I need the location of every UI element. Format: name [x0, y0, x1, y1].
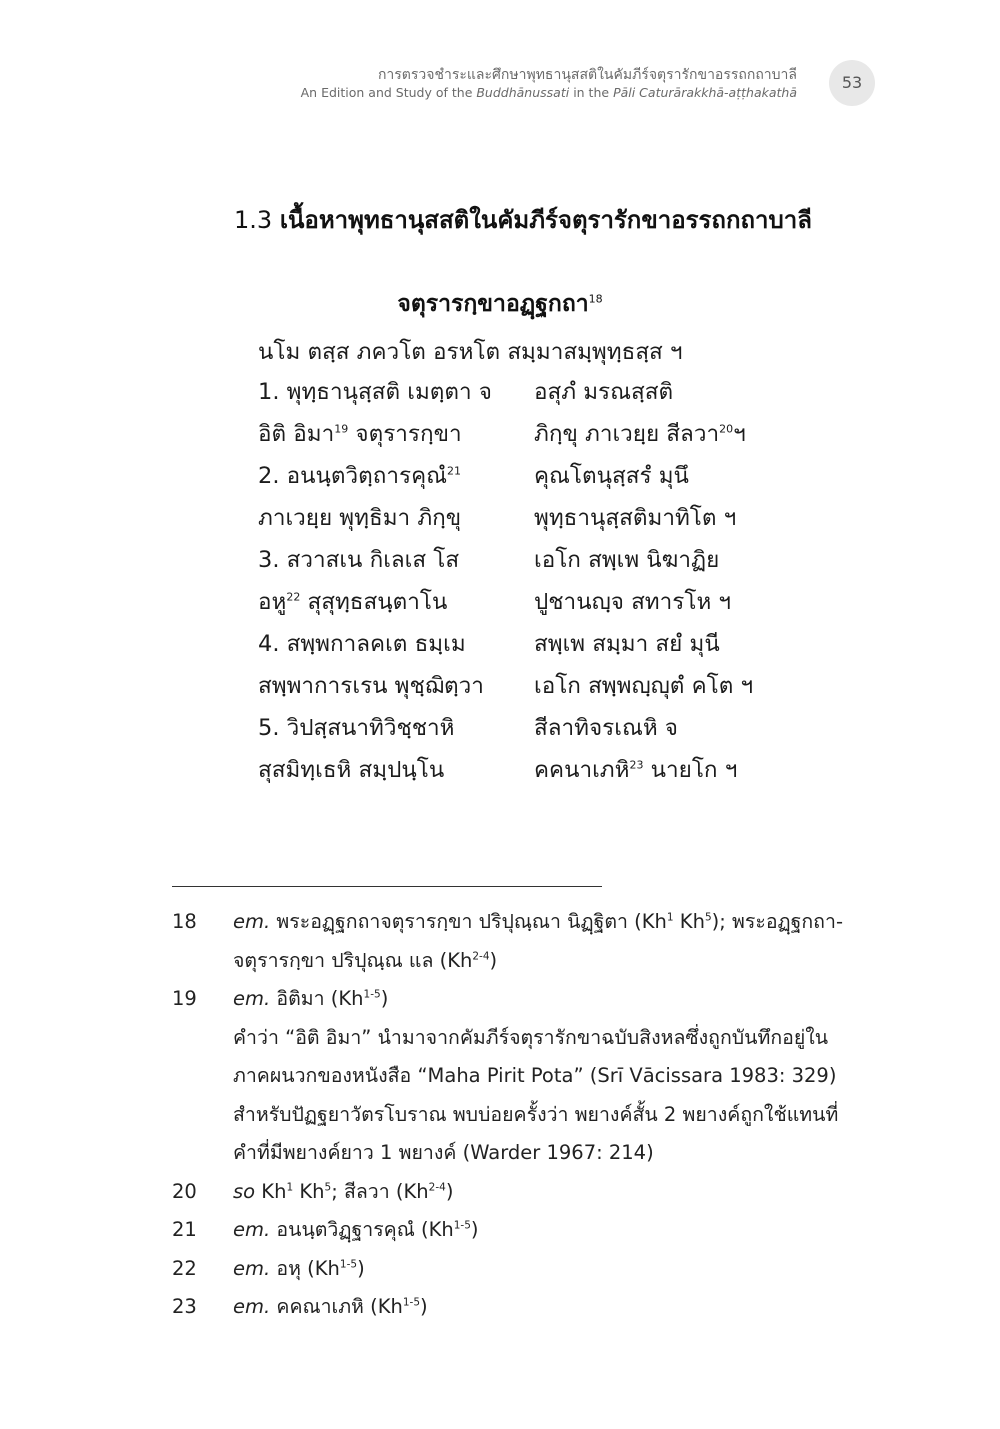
footnote-line: [233, 942, 872, 981]
verse-right: [534, 499, 736, 537]
verse-line: [258, 625, 898, 667]
page-number: 53: [829, 60, 875, 106]
footnote-text: ): [445, 1179, 454, 1203]
verse-left: [258, 373, 492, 411]
footnote-line: ภาคผนวกของหนังสือ “Maha Pirit Pota” (Srī Vācissara 1983: 329): [233, 1064, 837, 1087]
verse-right-text: เอโก สพฺเพ นิฆาฏิย: [534, 547, 720, 573]
manuscript-sup: 5: [324, 1181, 332, 1193]
verse-right: [534, 751, 737, 789]
footnote-text: อหุ (Kh: [270, 1256, 340, 1280]
verse-line: [258, 499, 898, 541]
running-head-en-italic-2: Pāli Caturārakkhā-aṭṭhakathā: [613, 85, 797, 100]
footnote-line: [233, 980, 872, 1019]
footnote-text: Kh: [293, 1179, 325, 1203]
verse-right: [534, 625, 720, 663]
running-head-en-mid: in the: [569, 85, 614, 100]
verse-right: [534, 373, 673, 411]
verse-right-text: คคนาเภหิ: [534, 757, 630, 783]
footnote-divider: [172, 886, 602, 887]
running-head-thai: การตรวจชำระและศึกษาพุทธานุสสติในคัมภีร์จตุรารักขาอรรถกถาบาลี: [377, 67, 797, 83]
verse-left: [258, 667, 484, 705]
footnote-emendation-mark: em.: [233, 1295, 271, 1318]
verse-left: [258, 709, 455, 747]
footnote-emendation-mark: em.: [233, 1256, 271, 1280]
footnote-19: [172, 980, 872, 1173]
running-head: [301, 66, 797, 101]
verse-left: [258, 751, 444, 789]
verse-line: [258, 373, 898, 415]
verse-right-text: เอโก สพฺพญฺญุตํ คโต ฯ: [534, 673, 754, 699]
verse-line: [258, 415, 898, 457]
verse-left-text: 3. สวาสเน กิเลเส โส: [258, 547, 460, 573]
footnote-text: พระอฏฺฐกถาจตุรารกฺขา ปริปุณฺณา นิฏฺฐิตา (Kh: [270, 910, 667, 933]
footnote-number: 22: [172, 1256, 197, 1280]
verse-line: [258, 541, 898, 583]
footnote-line: [233, 1250, 872, 1289]
footnote-text: จตุรารกฺขา ปริปุณฺณ แล (Kh: [233, 948, 473, 972]
verse-left-text: อิติ อิมา: [258, 421, 335, 447]
footnote-text: Kh: [673, 910, 705, 933]
verse-left: [258, 583, 447, 621]
footnote-18: [172, 903, 872, 980]
verse-line: [258, 667, 898, 709]
footnote-text: ): [380, 987, 389, 1010]
verse-right-text: สีลาทิจรเณหิ จ: [534, 715, 678, 741]
footnote-emendation-mark: em.: [233, 910, 271, 933]
verse-left: [258, 541, 459, 579]
footnote-emendation-mark: so: [233, 1179, 256, 1203]
section-heading: [234, 200, 874, 240]
verse-right: [534, 541, 719, 579]
verse-right-text: พุทฺธานุสฺสติมาทิโต ฯ: [534, 505, 737, 531]
footnote-number: 19: [172, 987, 197, 1010]
footnote-text: คคณาเภหิ (Kh: [270, 1295, 403, 1318]
section-title: เนื้อหาพุทธานุสสติในคัมภีร์จตุรารักขาอรรถกถาบาลี: [279, 206, 812, 234]
verse-right-note[interactable]: 23: [629, 758, 644, 772]
footnote-text: ): [420, 1295, 428, 1318]
namo-line: นโม ตสฺส ภควโต อรหโต สมฺมาสมฺพุทฺธสฺส ฯ: [258, 339, 683, 365]
footnotes: [172, 903, 872, 1327]
footnote-number: 21: [172, 1218, 197, 1241]
footnote-text: อิติมา (Kh: [270, 987, 364, 1010]
footnote-emendation-mark: em.: [233, 987, 271, 1010]
verse-left-after: จตุรารกฺขา: [348, 421, 462, 447]
verse-right: [534, 709, 678, 747]
verses: [258, 373, 898, 793]
verse-left: [258, 415, 462, 453]
footnote-20: [172, 1173, 872, 1212]
footnote-number: 23: [172, 1295, 197, 1318]
footnote-line: สำหรับปัฏฐยาวัตรโบราณ พบบ่อยครั้งว่า พยางค์สั้น 2 พยางค์ถูกใช้แทนที่: [233, 1102, 839, 1126]
verse-right-after: ฯ: [733, 421, 746, 447]
verse-left: [258, 499, 461, 537]
footnote-line: คำว่า “อิติ อิมา” นำมาจากคัมภีร์จตุรารักขาฉบับสิงหลซึ่งถูกบันทึกอยู่ใน: [233, 1025, 829, 1049]
text-title: [0, 285, 1000, 323]
verse-left-note[interactable]: 21: [447, 464, 462, 478]
verse-line: [258, 751, 898, 793]
text-title-label: จตุรารกฺขาอฏฺฐกถา: [397, 291, 589, 317]
footnote-line: คำที่มีพยางค์ยาว 1 พยางค์ (Warder 1967: 214): [233, 1141, 654, 1164]
footnote-23: [172, 1288, 872, 1327]
footnote-text: ): [489, 948, 498, 972]
verse-right-text: อสุภํ มรณสฺสติ: [534, 379, 674, 405]
footnote-line: [233, 1288, 872, 1327]
footnote-line: [233, 1173, 872, 1212]
running-head-en-italic-1: Buddhānussati: [476, 85, 570, 100]
section-number: 1.3: [234, 206, 273, 234]
footnote-text: ): [357, 1256, 365, 1280]
manuscript-sup: 2-4: [428, 1181, 446, 1193]
manuscript-sup: 1: [666, 911, 674, 924]
footnote-text: Kh: [255, 1179, 287, 1203]
manuscript-sup: 5: [704, 911, 712, 924]
manuscript-sup: 1: [286, 1181, 294, 1193]
text-title-footnote-ref[interactable]: 18: [588, 292, 603, 306]
footnote-number: 20: [172, 1179, 197, 1203]
footnote-text: ; สีลวา (Kh: [331, 1179, 429, 1203]
verse-right-after: นายโก ฯ: [643, 757, 738, 783]
verse-left-text: อหู: [258, 589, 287, 615]
verse-right: [534, 457, 689, 495]
verse-left: [258, 457, 461, 495]
running-head-english: [301, 84, 797, 101]
verse-left-text: 5. วิปสฺสนาทิวิชฺชาหิ: [258, 715, 455, 741]
verse-left: [258, 625, 466, 663]
footnote-emendation-mark: em.: [233, 1218, 271, 1241]
running-head-en-prefix: An Edition and Study of the: [300, 85, 477, 100]
verse-left-after: สุสุทฺธสนฺตาโน: [300, 589, 448, 615]
footnote-text: ); พระอฏฺฐกถา-: [711, 910, 843, 933]
verse-left-text: 2. อนนฺตวิตฺถารคุณํ: [258, 463, 448, 489]
verse-right-note[interactable]: 20: [719, 422, 734, 436]
verse-right-text: สพฺเพ สมฺมา สยํ มุนี: [534, 631, 720, 657]
manuscript-sup: 1-5: [339, 1258, 358, 1270]
verse-left-note[interactable]: 19: [334, 422, 349, 436]
verse-right-text: ปูชานญฺจ สทารโห ฯ: [534, 589, 732, 615]
footnote-22: [172, 1250, 872, 1289]
verse-line: [258, 583, 898, 625]
manuscript-sup: 1-5: [402, 1296, 421, 1309]
verse-right: [534, 415, 746, 453]
verse-line: [258, 709, 898, 751]
verse-line: [258, 457, 898, 499]
verse-left-text: 4. สพฺพกาลคเต ธมฺเม: [258, 631, 466, 657]
footnote-text: อนนฺตวิฏฺฐารคุณํ (Kh: [270, 1218, 454, 1241]
footnote-21: [172, 1211, 872, 1250]
verse-right: [534, 583, 731, 621]
verse-left-text: 1. พุทฺธานุสฺสติ เมตฺตา จ: [258, 379, 492, 405]
verse-left-note[interactable]: 22: [286, 590, 301, 604]
footnote-line: [233, 903, 872, 942]
footnote-number: 18: [172, 910, 197, 933]
footnote-text: ): [470, 1218, 479, 1241]
verse-left-text: สุสมิทฺเธหิ สมฺปนฺโน: [258, 757, 445, 783]
verse-right: [534, 667, 753, 705]
manuscript-sup: 2-4: [472, 950, 490, 962]
manuscript-sup: 1-5: [453, 1219, 471, 1232]
verse-right-text: คุณโตนุสฺสรํ มุนึ: [534, 463, 689, 489]
verse-right-text: ภิกฺขุ ภาเวยฺย สีลวา: [534, 421, 720, 447]
footnote-line: [233, 1211, 872, 1250]
verse-left-text: สพฺพาการเรน พุชฺฌิตฺวา: [258, 673, 484, 699]
manuscript-sup: 1-5: [363, 988, 381, 1001]
verse-left-text: ภาเวยฺย พุทฺธิมา ภิกฺขุ: [258, 505, 462, 531]
